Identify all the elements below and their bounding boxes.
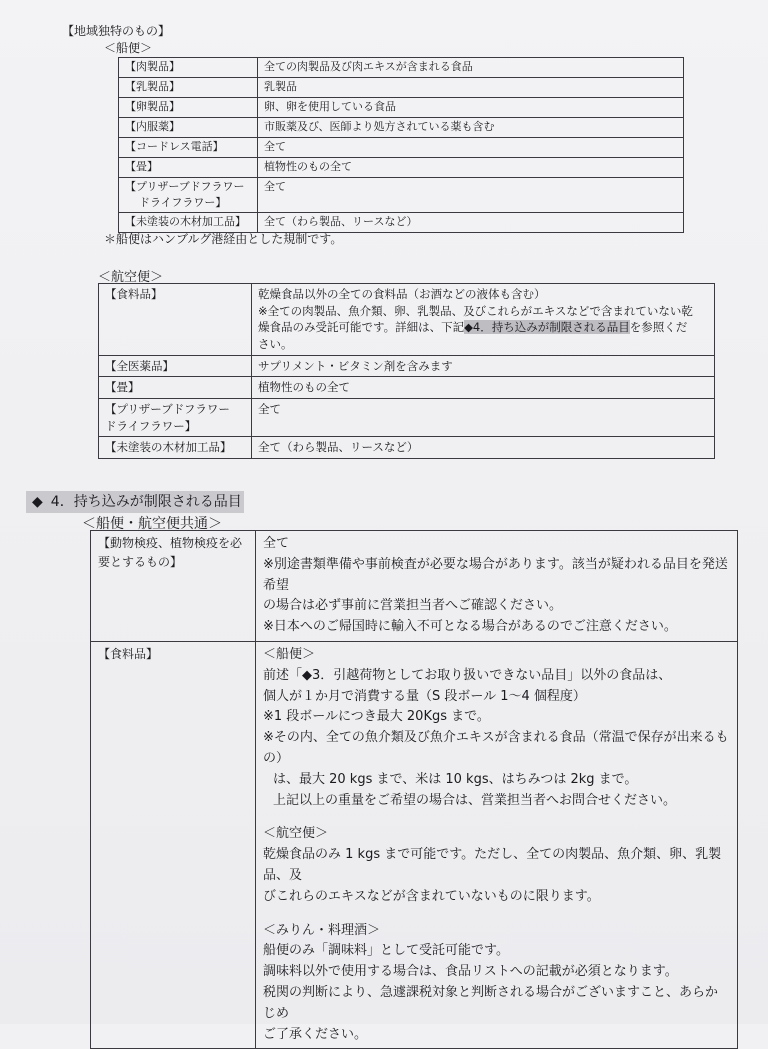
regional-ship-table	[118, 57, 684, 233]
item-cell: 【未塗装の木材加工品】	[119, 212, 258, 232]
table-row	[99, 377, 715, 399]
item-cell: 【乳製品】	[119, 78, 258, 98]
item-cell: 【未塗装の木材加工品】	[99, 437, 252, 459]
item-line: ドライフラワー】	[139, 195, 227, 209]
desc-cell: 全て	[252, 399, 715, 437]
item-cell: 【プリザーブドフラワー ドライフラワー】	[99, 399, 252, 437]
item-cell: 【肉製品】	[119, 58, 258, 78]
air-label: ＜航空便＞	[98, 270, 164, 285]
desc-cell: 市販薬及び、医師より処方されている薬も含む	[258, 118, 684, 138]
item-cell: 【内服薬】	[119, 118, 258, 138]
desc-cell: 全て（わら製品、リースなど）	[258, 212, 684, 232]
item-cell: 【卵製品】	[119, 98, 258, 118]
section4-heading	[26, 491, 244, 513]
table-row	[99, 284, 715, 356]
table-row	[119, 78, 684, 98]
desc-cell: 乾燥食品以外の全ての食料品（お酒などの液体も含む） ※全ての肉製品、魚介類、卵、乳製品、及びこれらがエキスなどで含まれていない乾 燥食品のみ受託可能です。詳細は、下記◆4．持ち込みが制限される品目を参照くだ さい。	[252, 284, 715, 356]
table-row	[99, 437, 715, 459]
desc-cell: 全て	[258, 138, 684, 158]
section4-title: 4．持ち込みが制限される品目	[50, 494, 242, 510]
restricted-items-table	[90, 530, 738, 1049]
table-row	[119, 98, 684, 118]
table-row	[119, 178, 684, 213]
desc-cell: 全て	[258, 178, 684, 213]
table-row	[99, 399, 715, 437]
table-row	[91, 531, 738, 642]
item-cell: 【畳】	[119, 158, 258, 178]
desc-cell: 卵、卵を使用している食品	[258, 98, 684, 118]
common-label: ＜船便・航空便共通＞	[82, 516, 222, 532]
table-row	[119, 58, 684, 78]
desc-cell: 全て ※別途書類準備や事前検査が必要な場合があります。該当が疑われる品目を発送希望 の場合は必ず事前に営業担当者へご確認ください。 ※日本へのご帰国時に輸入不可となる場合があるのでご注意ください。	[256, 531, 738, 642]
table-row	[91, 641, 738, 1048]
ship-note: ＊船便はハンブルグ港経由とした規制です。	[104, 232, 343, 246]
diamond-icon: ◆	[32, 494, 43, 510]
item-cell	[119, 178, 258, 213]
regional-heading: 【地域独特のもの】	[62, 24, 171, 38]
ship-label: ＜船便＞	[104, 41, 153, 55]
item-cell: 【食料品】	[91, 641, 256, 1048]
desc-cell: 全ての肉製品及び肉エキスが含まれる食品	[258, 58, 684, 78]
desc-cell: 植物性のもの全て	[258, 158, 684, 178]
table-row	[99, 355, 715, 377]
item-cell: 【動物検疫、植物検疫を必 要とするもの】	[91, 531, 256, 642]
item-cell: 【全医薬品】	[99, 355, 252, 377]
table-row	[119, 158, 684, 178]
table-row	[119, 138, 684, 158]
desc-cell: 全て（わら製品、リースなど）	[252, 437, 715, 459]
desc-cell: 植物性のもの全て	[252, 377, 715, 399]
item-line: 【プリザーブドフラワー	[125, 180, 245, 193]
desc-cell: 乳製品	[258, 78, 684, 98]
regional-air-table	[98, 283, 715, 459]
item-cell: 【畳】	[99, 377, 252, 399]
desc-cell: サプリメント・ビタミン剤を含みます	[252, 355, 715, 377]
item-cell: 【コードレス電話】	[119, 138, 258, 158]
item-cell: 【食料品】	[99, 284, 252, 356]
section4-reference: ◆4．持ち込みが制限される品目	[464, 320, 630, 335]
table-row	[119, 118, 684, 138]
desc-cell: ＜船便＞ 前述「◆3．引越荷物としてお取り扱いできない品目」以外の食品は、 個人が１か月で消費する量（S 段ボール 1～4 個程度） ※1 段ボールにつき最大 20Kgs まで。 ※その内、全ての魚介類及び魚介エキスが含まれる食品（常温で保存が出来るもの） は、最大 20 kgs まで、米は 10 kgs、はちみつは 2kg まで。 上記以上の重量をご希望の場合は、営業担当者へお問合せください。 ＜航空便＞ 乾燥食品のみ 1 kgs まで可能です。ただし、全ての肉製品、魚介類、卵、乳製品、及 びこれらのエキスなどが含まれていないものに限ります。 ＜みりん・料理酒＞ 船便のみ「調味料」として受託可能です。 調味料以外で使用する場合は、食品リストへの記載が必須となります。 税関の判断により、急遽課税対象と判断される場合がございますこと、あらかじめ ご了承ください。	[256, 641, 738, 1048]
